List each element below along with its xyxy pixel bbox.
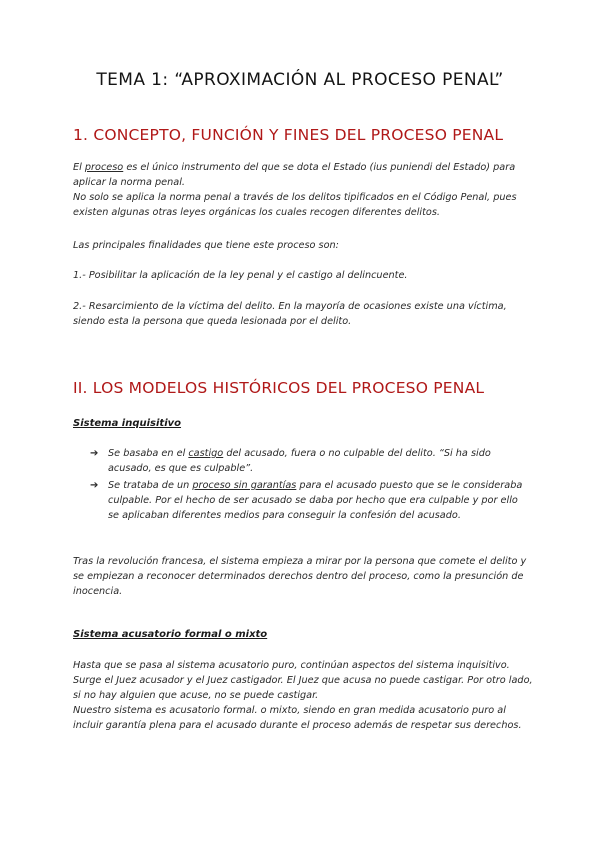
text-fragment: El (73, 162, 85, 173)
subheading-inquisitivo: Sistema inquisitivo (73, 418, 182, 429)
underlined-term-proceso: proceso (84, 162, 124, 173)
underlined-term-castigo: castigo (188, 448, 224, 459)
paragraph-finalidades: Las principales finalidades que tiene este proceso son: (73, 240, 339, 251)
text-fragment: del acusado, fuera o no culpable del delito. “Si ha sido acusado, es que es culpable”. (108, 448, 491, 474)
text-fragment: Se trataba de un (108, 480, 193, 491)
paragraph-revolucion: Tras la revolución francesa, el sistema empieza a mirar por la persona que comete el delito y se empiezan a reconocer determinados derechos dentro del proceso, como la presunción de inocencia. (73, 556, 527, 597)
page-title: TEMA 1: “APROXIMACIÓN AL PROCESO PENAL” (96, 70, 504, 90)
arrow-right-icon: ➔ (90, 480, 99, 491)
text-fragment: es el único instrumento del que se dota el Estado (ius puniendi del Estado) para aplicar la norma penal. (73, 162, 516, 188)
subheading-acusatorio: Sistema acusatorio formal o mixto (73, 629, 268, 640)
paragraph-acusatorio (73, 658, 538, 733)
list-item-1: 1.- Posibilitar la aplicación de la ley penal y el castigo al delincuente. (73, 270, 408, 281)
paragraph-proceso (73, 160, 538, 220)
bullet-item-2 (90, 478, 530, 523)
arrow-right-icon: ➔ (90, 448, 99, 459)
text-fragment: para el acusado puesto que se le consideraba culpable. Por el hecho de ser acusado se daba por hecho que era culpable y por ello se aplicaban diferentes medios para conseguir la confesión del acusado. (108, 480, 523, 521)
section-heading-1: 1. CONCEPTO, FUNCIÓN Y FINES DEL PROCESO PENAL (73, 126, 504, 144)
list-item-2: 2.- Resarcimiento de la víctima del delito. En la mayoría de ocasiones existe una víctima, siendo esta la persona que queda lesionada por el delito. (73, 301, 507, 327)
text-fragment: Hasta que se pasa al sistema acusatorio puro, continúan aspectos del sistema inquisitivo. Surge el Juez acusador y el Juez castigador. El Juez que acusa no puede castigar. Por otro lado, si no hay alguien que acuse, no se puede castigar. (73, 660, 533, 701)
bullet-item-1 (90, 446, 530, 476)
underlined-term-garantias: proceso sin garantías (192, 480, 297, 491)
text-fragment: Se basaba en el (108, 448, 189, 459)
text-fragment: No solo se aplica la norma penal a través de los delitos tipificados en el Código Penal, pues existen algunas otras leyes orgánicas los cuales recogen diferentes delitos. (73, 192, 517, 218)
text-fragment: Nuestro sistema es acusatorio formal. o mixto, siendo en gran medida acusatorio puro al incluir garantía plena para el acusado durante el proceso además de respetar sus derechos. (73, 705, 522, 731)
section-heading-2: II. LOS MODELOS HISTÓRICOS DEL PROCESO PENAL (73, 379, 485, 397)
